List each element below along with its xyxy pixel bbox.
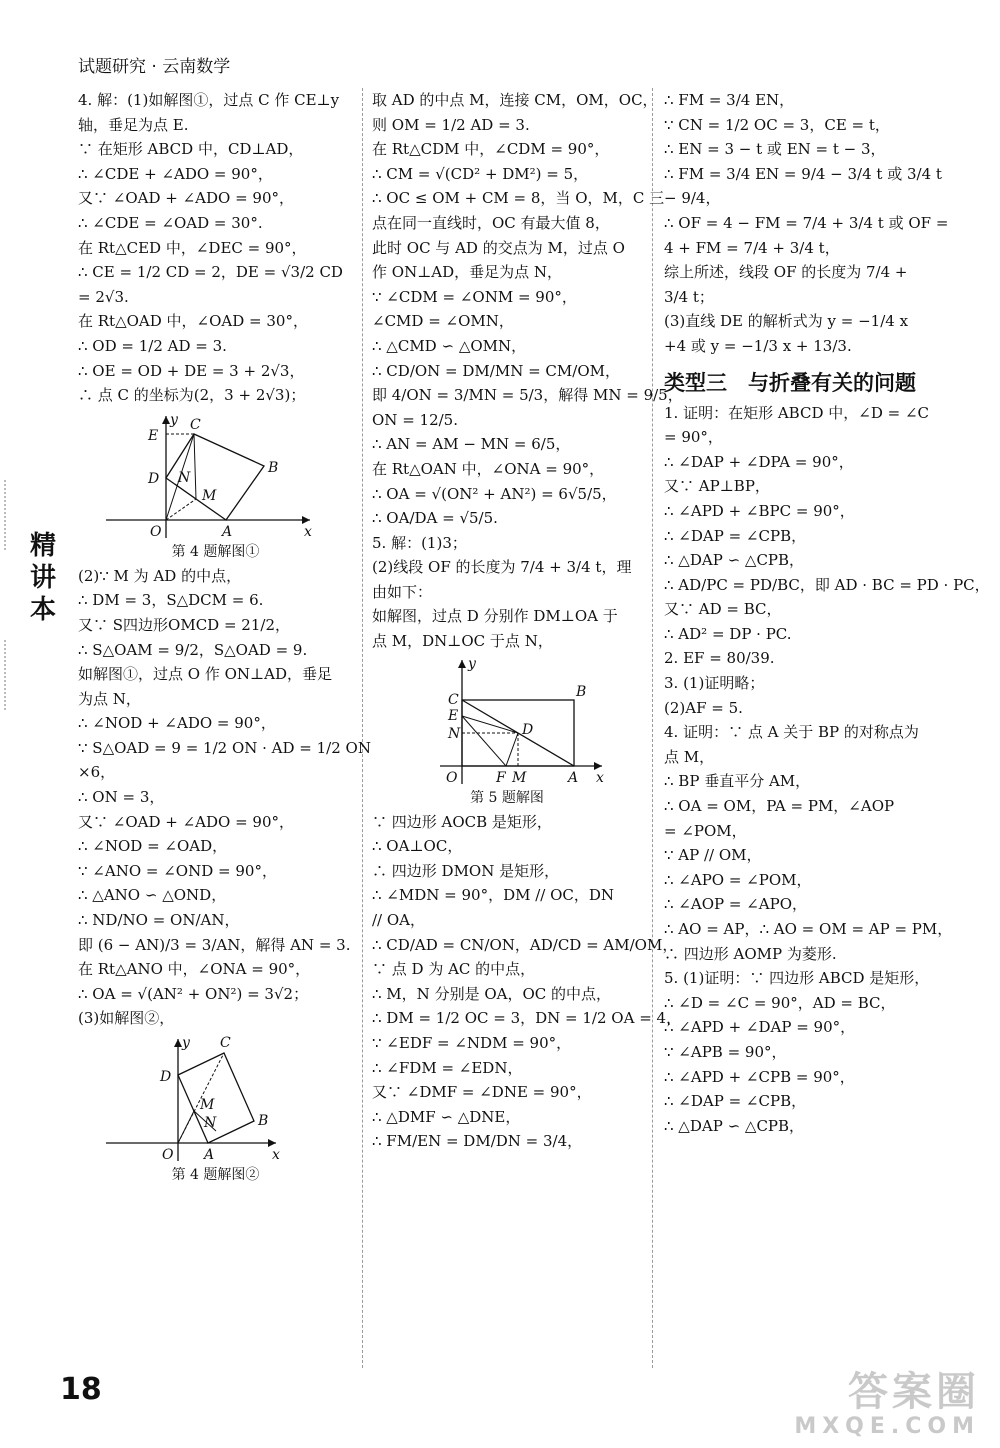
text-line: 又∵ S四边形OMCD = 21/2， xyxy=(78,615,290,634)
text-line: ∴ 四边形 AOMP 为菱形. xyxy=(664,944,837,963)
text-line: (2)∵ M 为 AD 的中点， xyxy=(78,566,242,585)
text-line: ∵ AP // OM， xyxy=(664,846,762,865)
side-decoration xyxy=(4,480,28,550)
text-line: ∴ EN = 3 − t 或 EN = t − 3， xyxy=(664,140,886,159)
section-title: 类型三 与折叠有关的问题 xyxy=(664,370,916,395)
text-line: 即 4/ON = 3/MN = 5/3，解得 MN = 9/5， xyxy=(372,386,683,405)
text-line: ∵ 点 D 为 AC 的中点， xyxy=(372,960,536,979)
text-line: ∴ FM = 3/4 EN， xyxy=(664,91,795,109)
text-line: ∴ △DMF ∽ △DNE， xyxy=(372,1107,521,1126)
fig-label: E xyxy=(448,707,459,724)
text-line: ∵ ∠CDM = ∠ONM = 90°， xyxy=(372,287,577,306)
fig-label: N xyxy=(178,469,191,486)
text-line: 又∵ AP⊥BP， xyxy=(664,477,770,496)
text-line: ∵ 在矩形 ABCD 中，CD⊥AD， xyxy=(78,140,304,159)
text-line: ∴ △ANO ∽ △OND， xyxy=(78,886,227,905)
text-line: ∴ ∠NOD + ∠ADO = 90°， xyxy=(78,714,276,733)
text-line: 点 M，DN⊥OC 于点 N， xyxy=(372,632,553,651)
fig-label: E xyxy=(148,427,159,444)
text-line: ∴ ND/NO = ON/AN， xyxy=(78,911,240,930)
text-line: ∵ ∠APB = 90°， xyxy=(664,1042,787,1061)
text-line: 如解图①，过点 O 作 ON⊥AD，垂足 xyxy=(78,665,332,684)
text-line: ∴ △DAP ∽ △CPB， xyxy=(664,1116,805,1135)
col3-block-1 xyxy=(664,88,964,359)
text-line: 3. (1)证明略； xyxy=(664,674,765,693)
text-line: ∴ ∠AOP = ∠APO， xyxy=(664,895,807,914)
text-line: ∴ ∠D = ∠C = 90°，AD = BC， xyxy=(664,993,896,1012)
text-line: ∴ OA = √(ON² + AN²) = 6√5/5， xyxy=(372,484,617,503)
text-line: 轴，垂足为点 E. xyxy=(78,115,189,134)
text-line: ∴ OA = OM，PA = PM，∠AOP xyxy=(664,797,895,816)
text-line: 在 Rt△OAN 中，∠ONA = 90°， xyxy=(372,459,605,478)
text-line: 取 AD 的中点 M，连接 CM，OM，OC， xyxy=(372,91,658,109)
col2-block-1 xyxy=(372,88,683,654)
column-3 xyxy=(664,88,990,1138)
fig-label: C xyxy=(190,416,201,433)
fig-label: A xyxy=(204,1147,215,1163)
text-line: ∴ ∠APD + ∠BPC = 90°， xyxy=(664,501,855,520)
text-line: ∴ OD = 1/2 AD = 3. xyxy=(78,336,227,355)
text-line: 在 Rt△CED 中，∠DEC = 90°， xyxy=(78,238,307,257)
watermark-url: MXQE.COM xyxy=(794,1414,980,1439)
text-line: ∴ FM = 3/4 EN = 9/4 − 3/4 t 或 3/4 t xyxy=(664,164,942,183)
text-line: ∠CMD = ∠OMN， xyxy=(372,312,514,331)
text-line: = 90°， xyxy=(664,428,723,447)
fig-label: M xyxy=(200,1097,215,1113)
text-line: ∴ S△OAM = 9/2，S△OAD = 9. xyxy=(78,640,308,659)
column-2 xyxy=(372,88,683,1154)
text-line: ∴ CE = 1/2 CD = 2，DE = √3/2 CD xyxy=(78,263,343,282)
fig-label: M xyxy=(202,487,217,504)
text-line: = 2√3. xyxy=(78,287,129,306)
column-1 xyxy=(78,88,371,1187)
figure-caption: 第 5 题解图 xyxy=(470,789,544,806)
text-line: ∴ OA = √(AN² + ON²) = 3√2； xyxy=(78,984,309,1003)
col3-block-2 xyxy=(664,401,990,1139)
fig-label: x xyxy=(596,769,604,786)
text-line: ∴ 四边形 DMON 是矩形， xyxy=(372,861,560,880)
text-line: 4. 解：(1)如解图①，过点 C 作 CE⊥y xyxy=(78,91,340,109)
text-line: (2)线段 OF 的长度为 7/4 + 3/4 t，理 xyxy=(372,558,632,577)
text-line: ∴ ∠APD + ∠CPB = 90°， xyxy=(664,1067,855,1086)
fig-label: O xyxy=(162,1147,174,1163)
fig-label: F xyxy=(496,769,506,786)
text-line: 为点 N， xyxy=(78,689,141,708)
text-line: ∴ CM = √(CD² + DM²) = 5， xyxy=(372,164,589,183)
col2-block-2 xyxy=(372,810,682,1154)
col1-block-1 xyxy=(78,88,353,408)
text-line: 5. (1)证明：∵ 四边形 ABCD 是矩形， xyxy=(664,969,930,988)
column-divider xyxy=(362,88,363,1368)
fig-label: D xyxy=(148,470,160,487)
text-line: 由如下： xyxy=(372,582,433,601)
text-line: ∴ DM = 1/2 OC = 3，DN = 1/2 OA = 4， xyxy=(372,1009,682,1028)
text-line: ∴ AD/PC = PD/BC，即 AD · BC = PD · PC， xyxy=(664,575,990,594)
text-line: ∵ 四边形 AOCB 是矩形， xyxy=(372,812,552,831)
text-line: 1. 证明：在矩形 ABCD 中，∠D = ∠C xyxy=(664,403,929,422)
text-line: 5. 解：(1)3； xyxy=(372,533,467,552)
text-line: ∴ ∠NOD = ∠OAD， xyxy=(78,837,228,856)
text-line: ∴ ∠FDM = ∠EDN， xyxy=(372,1058,523,1077)
text-line: ∴ OA/DA = √5/5. xyxy=(372,509,498,528)
text-line: ∴ ∠CDE + ∠ADO = 90°， xyxy=(78,164,273,183)
text-line: ∵ CN = 1/2 OC = 3，CE = t， xyxy=(664,115,890,134)
text-line: ∴ OA⊥OC， xyxy=(372,837,463,856)
fig-label: O xyxy=(150,523,162,540)
text-line: ∴ AO = AP，∴ AO = OM = AP = PM， xyxy=(664,920,953,938)
fig-label: y xyxy=(182,1035,190,1051)
text-line: 如解图，过点 D 分别作 DM⊥OA 于 xyxy=(372,607,618,626)
text-line: ∴ OF = 4 − FM = 7/4 + 3/4 t 或 OF = xyxy=(664,213,949,232)
text-line: // OA， xyxy=(372,911,426,930)
figure-4-2 xyxy=(96,1033,316,1163)
figure-caption: 第 4 题解图② xyxy=(171,1167,260,1183)
fig-label: D xyxy=(160,1069,172,1085)
text-line: 即 (6 − AN)/3 = 3/AN，解得 AN = 3. xyxy=(78,935,351,954)
text-line: ∵ S△OAD = 9 = 1/2 ON · AD = 1/2 ON xyxy=(78,738,371,757)
text-line: 综上所述，线段 OF 的长度为 7/4 + xyxy=(664,263,908,282)
fig-label: O xyxy=(446,769,458,786)
text-line: (3)如解图②， xyxy=(78,1009,175,1028)
text-line: 4. 证明：∵ 点 A 关于 BP 的对称点为 xyxy=(664,723,919,742)
fig-label: M xyxy=(512,769,527,786)
watermark xyxy=(794,1370,980,1440)
text-line: ∴ ∠CDE = ∠OAD = 30°. xyxy=(78,213,263,232)
side-tab-label: 精讲本 xyxy=(29,531,56,625)
text-line: ∴ OE = OD + DE = 3 + 2√3， xyxy=(78,361,305,380)
col1-block-2 xyxy=(78,564,371,1031)
text-line: ∴ AN = AM − MN = 6/5， xyxy=(372,435,571,454)
fig-label: A xyxy=(568,769,579,786)
text-line: ∴ CD/AD = CN/ON，AD/CD = AM/OM， xyxy=(372,935,678,954)
text-line: ∴ FM/EN = DM/DN = 3/4， xyxy=(372,1132,583,1151)
text-line: ∴ CD/ON = DM/MN = CM/OM， xyxy=(372,361,620,380)
text-line: 又∵ ∠OAD + ∠ADO = 90°， xyxy=(78,812,295,831)
fig-label: x xyxy=(272,1147,280,1163)
text-line: ∴ 点 C 的坐标为(2，3 + 2√3)； xyxy=(78,386,306,405)
text-line: ∴ DM = 3，S△DCM = 6. xyxy=(78,591,264,610)
fig-label: C xyxy=(220,1035,231,1051)
text-line: ∴ ∠APD + ∠DAP = 90°， xyxy=(664,1018,856,1037)
text-line: 在 Rt△OAD 中，∠OAD = 30°， xyxy=(78,312,308,331)
text-line: ∵ ∠EDF = ∠NDM = 90°， xyxy=(372,1034,572,1052)
fig-label: D xyxy=(522,721,534,738)
side-decoration xyxy=(4,640,28,710)
text-line: 2. EF = 80/39. xyxy=(664,649,775,668)
text-line: ∴ △DAP ∽ △CPB， xyxy=(664,551,805,570)
fig-label: A xyxy=(222,523,233,540)
text-line: ∴ ∠APO = ∠POM， xyxy=(664,870,812,889)
text-line: ∴ ∠DAP + ∠DPA = 90°， xyxy=(664,452,854,471)
page-number: 18 xyxy=(60,1372,102,1407)
fig-label: N xyxy=(448,725,461,742)
text-line: (3)直线 DE 的解析式为 y = −1/4 x xyxy=(664,312,909,331)
text-line: ∴ BP 垂直平分 AM， xyxy=(664,772,811,791)
text-line: ∴ ∠DAP = ∠CPB， xyxy=(664,1092,807,1111)
fig-label: N xyxy=(204,1115,217,1131)
text-line: 此时 OC 与 AD 的交点为 M，过点 O xyxy=(372,238,625,257)
column-divider xyxy=(652,88,653,1368)
text-line: − 9/4， xyxy=(664,189,721,208)
text-line: ∴ AD² = DP · PC. xyxy=(664,624,792,643)
text-line: ∴ ∠MDN = 90°，DM // OC，DN xyxy=(372,886,615,905)
text-line: ∵ ∠ANO = ∠OND = 90°， xyxy=(78,861,277,880)
fig-label: y xyxy=(170,411,178,428)
text-line: = ∠POM， xyxy=(664,821,747,840)
text-line: 则 OM = 1/2 AD = 3. xyxy=(372,115,530,134)
text-line: ∴ ∠DAP = ∠CPB， xyxy=(664,526,807,545)
text-line: 在 Rt△ANO 中，∠ONA = 90°， xyxy=(78,960,311,979)
text-line: ON = 12/5. xyxy=(372,410,458,429)
watermark-text: 答案圈 xyxy=(848,1369,980,1415)
text-line: ∴ ON = 3， xyxy=(78,788,165,807)
figure-4-1 xyxy=(96,410,316,540)
text-line: (2)AF = 5. xyxy=(664,698,743,717)
text-line: ∴ M，N 分别是 OA，OC 的中点， xyxy=(372,984,612,1003)
fig-label: B xyxy=(268,459,279,476)
fig-label: B xyxy=(576,683,587,700)
page-header: 试题研究 · 云南数学 xyxy=(78,57,231,77)
text-line: 4 + FM = 7/4 + 3/4 t， xyxy=(664,238,840,257)
text-line: ∴ △CMD ∽ △OMN， xyxy=(372,336,527,355)
fig-label: B xyxy=(258,1113,269,1129)
text-line: +4 或 y = −1/3 x + 13/3. xyxy=(664,336,852,355)
text-line: 又∵ AD = BC， xyxy=(664,600,782,619)
text-line: 3/4 t； xyxy=(664,287,714,306)
figure-5 xyxy=(390,656,610,786)
fig-label: C xyxy=(448,691,459,708)
fig-label: x xyxy=(304,523,312,540)
text-line: 作 ON⊥AD，垂足为点 N， xyxy=(372,263,563,282)
text-line: 点在同一直线时，OC 有最大值 8， xyxy=(372,213,610,232)
text-line: 又∵ ∠DMF = ∠DNE = 90°， xyxy=(372,1083,592,1102)
text-line: ∴ OC ≤ OM + CM = 8，当 O，M，C 三 xyxy=(372,189,665,208)
figure-caption: 第 4 题解图① xyxy=(171,543,260,560)
fig-label: y xyxy=(468,655,476,672)
text-line: 点 M， xyxy=(664,747,715,766)
text-line: 又∵ ∠OAD + ∠ADO = 90°， xyxy=(78,189,295,208)
text-line: ×6， xyxy=(78,763,116,782)
text-line: 在 Rt△CDM 中，∠CDM = 90°， xyxy=(372,140,610,159)
